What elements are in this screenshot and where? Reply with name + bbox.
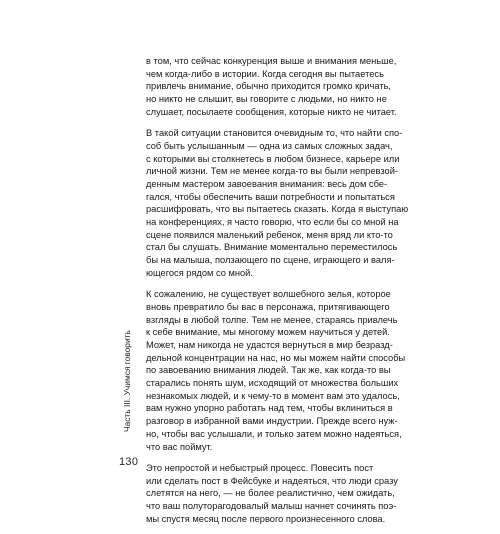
text-line: чем когда-либо в истории. Когда сегодня вы пытаетесь <box>146 68 384 79</box>
text-line: сцене появился маленький ребенок, меня вряд ли кто-то <box>146 229 393 240</box>
running-header: Часть III. Учимся говорить <box>122 330 132 432</box>
text-line: старались понять шум, исходящий от множества больших <box>146 378 399 389</box>
paragraph <box>146 288 422 453</box>
text-line: привлечь внимание, обычно приходится громко кричать, <box>146 81 392 92</box>
text-line: разговор в избранной вами индустрии. Прежде всего нуж- <box>146 416 398 427</box>
text-line: личной жизни. Тем не менее когда-то вы были непревзой- <box>146 166 398 177</box>
text-line: ющегося рядом со мной. <box>146 267 253 278</box>
text-line: Может, нам никогда не удастся вернуться в мир безразд- <box>146 339 393 350</box>
text-line: слушает, посылаете сообщения, которые никто не читает. <box>146 106 397 117</box>
page-number: 130 <box>119 456 139 468</box>
text-line: на конференциях, я часто говорю, что если бы со мной на <box>146 217 399 228</box>
text-line: вам нужно упорно работать над тем, чтобы вклиниться в <box>146 403 393 414</box>
text-line: гался, чтобы обеспечить ваши потребности и попытаться <box>146 191 395 202</box>
text-line: взгляды в любой толпе. Тем не менее, стараясь привлечь <box>146 314 398 325</box>
text-line: в том, что сейчас конкуренция выше и внимания меньше, <box>146 56 397 66</box>
paragraph <box>146 127 422 279</box>
text-line: бы на малыша, ползающего по сцене, играющего и валя- <box>146 255 395 266</box>
body-text <box>146 55 422 534</box>
text-line: по завоеванию внимания людей. Так же, как когда-то вы <box>146 365 391 376</box>
text-line: незнакомых людей, и к чему-то в момент вам это удалось, <box>146 390 400 401</box>
text-line: денным мастером завоевания внимания: весь дом сбе- <box>146 178 388 189</box>
text-line: мы спустя месяц после первого произнесенного слова. <box>146 513 386 524</box>
paragraph <box>146 462 422 526</box>
text-line: что вас поймут. <box>146 441 213 452</box>
paragraph <box>146 55 422 119</box>
text-line: с которыми вы столкнетесь в любом бизнесе, карьере или <box>146 153 400 164</box>
text-line: Это непростой и небыстрый процесс. Повесить пост <box>146 462 374 473</box>
text-line: дельной концентрации на нас, но мы можем найти способы <box>146 352 406 363</box>
text-line: вновь превратило бы вас в персонажа, притягивающего <box>146 301 390 312</box>
text-line: В такой ситуации становится очевидным то, что найти спо- <box>146 128 403 139</box>
text-line: что ваш полуторагодовалый малыш начнет сочинять поэ- <box>146 500 397 511</box>
text-line: но, чтобы вас услышали, и только затем можно надеяться, <box>146 428 402 439</box>
text-line: или сделать пост в Фейсбуке и надеяться, что люди сразу <box>146 475 398 486</box>
text-line: но никто не слышит, вы говорите с людьми, но никто не <box>146 94 387 105</box>
text-line: расшифровать, что вы пытаетесь сказать. Когда я выступаю <box>146 204 409 215</box>
text-line: к себе внимание, мы многому можем научиться у детей. <box>146 327 390 338</box>
text-line: слетятся на него, — не более реалистично, чем ожидать, <box>146 488 395 499</box>
text-line: К сожалению, не существует волшебного зелья, которое <box>146 289 391 300</box>
text-line: соб быть услышанным — одна из самых сложных задач, <box>146 140 393 151</box>
text-line: стал бы слушать. Внимание моментально переместилось <box>146 242 398 253</box>
